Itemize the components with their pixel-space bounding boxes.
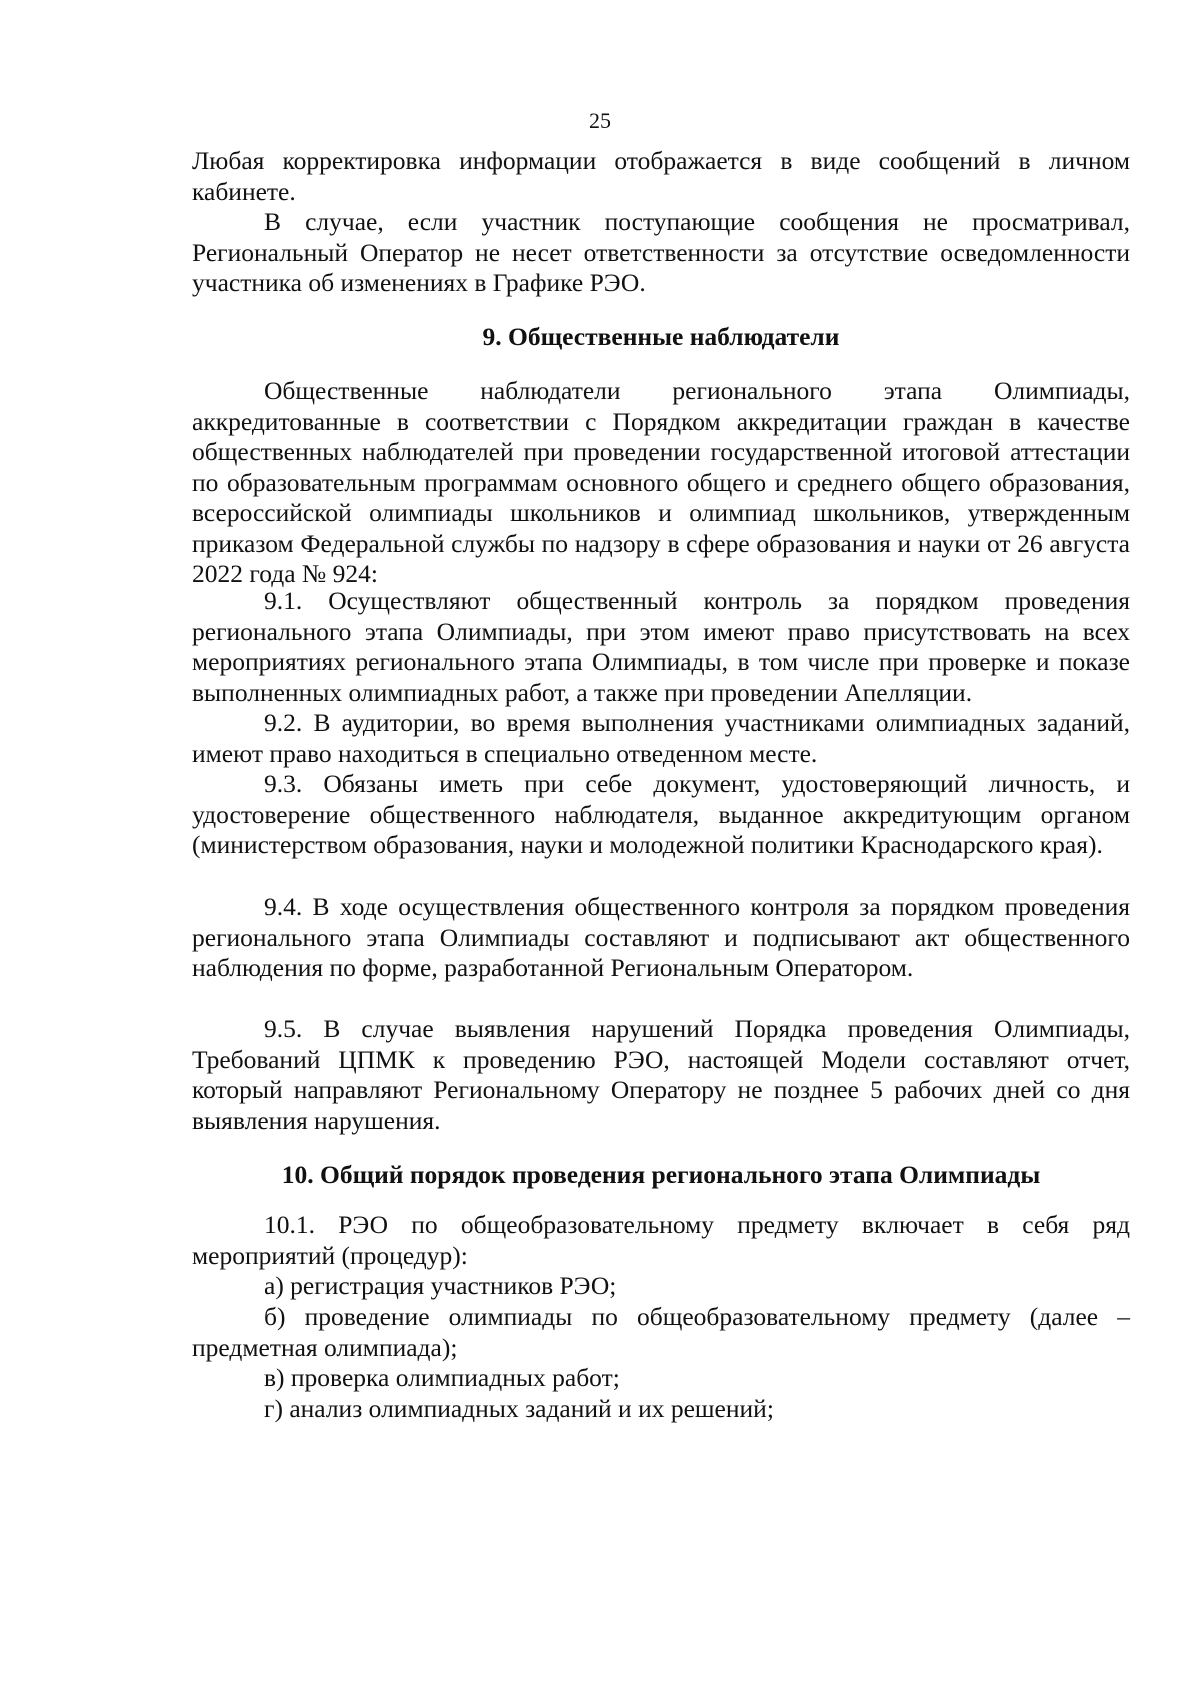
section-10-item-c: в) проверка олимпиадных работ; [264, 1363, 620, 1392]
section-10-item-d: г) анализ олимпиадных заданий и их решений; [264, 1394, 774, 1423]
section-9-title: 9. Общественные наблюдатели [482, 322, 840, 351]
section-10-item-1: 10.1. РЭО по общеобразовательному предмету включает в себя ряд мероприятий (процедур): [192, 1210, 1130, 1270]
section-9-item-5: 9.5. В случае выявления нарушений Порядка проведения Олимпиады, Требований ЦПМК к проведению РЭО, настоящей Модели составляют отчет, который направляют Региональному Оператору не позднее 5 рабочих дней со дня выявления нарушения. [192, 1014, 1130, 1135]
section-9-item-2: 9.2. В аудитории, во время выполнения участниками олимпиадных заданий, имеют право находиться в специально отведенном месте. [192, 708, 1130, 768]
section-9-item-1: 9.1. Осуществляют общественный контроль за порядком проведения регионального этапа Олимпиады, при этом имеют право присутствовать на всех мероприятиях регионального этапа Олимпиады, в том числе при проверке и показе выполненных олимпиадных работ, а также при проведении Апелляции. [192, 586, 1130, 707]
page-number: 25 [589, 108, 611, 133]
section-9-item-4: 9.4. В ходе осуществления общественного контроля за порядком проведения регионального этапа Олимпиады составляют и подписывают акт общественного наблюдения по форме, разработанной Региональным Оператором. [192, 892, 1130, 982]
intro-paragraph-1: Любая корректировка информации отображается в виде сообщений в личном кабинете. [192, 146, 1130, 206]
section-9-item-3: 9.3. Обязаны иметь при себе документ, удостоверяющий личность, и удостоверение общественного наблюдателя, выданное аккредитующим органом (министерством образования, науки и молодежной политики Краснодарского края). [192, 769, 1130, 859]
section-10-item-a: а) регистрация участников РЭО; [264, 1271, 617, 1300]
section-9-paragraph: Общественные наблюдатели регионального этапа Олимпиады, аккредитованные в соответствии с Порядком аккредитации граждан в качестве общественных наблюдателей при проведении государственной итоговой аттестации по образовательным программам основного общего и среднего общего образования, всероссийской олимпиады школьников и олимпиад школьников, утвержденным приказом Федеральной службы по надзору в сфере образования и науки от 26 августа 2022 года № 924: [192, 376, 1130, 588]
section-10-item-b: б) проведение олимпиады по общеобразовательному предмету (далее – предметная олимпиада); [192, 1302, 1130, 1362]
intro-paragraph-2: В случае, если участник поступающие сообщения не просматривал, Региональный Оператор не несет ответственности за отсутствие осведомленности участника об изменениях в Графике РЭО. [192, 207, 1130, 297]
section-10-title: 10. Общий порядок проведения регионального этапа Олимпиады [281, 1160, 1041, 1189]
